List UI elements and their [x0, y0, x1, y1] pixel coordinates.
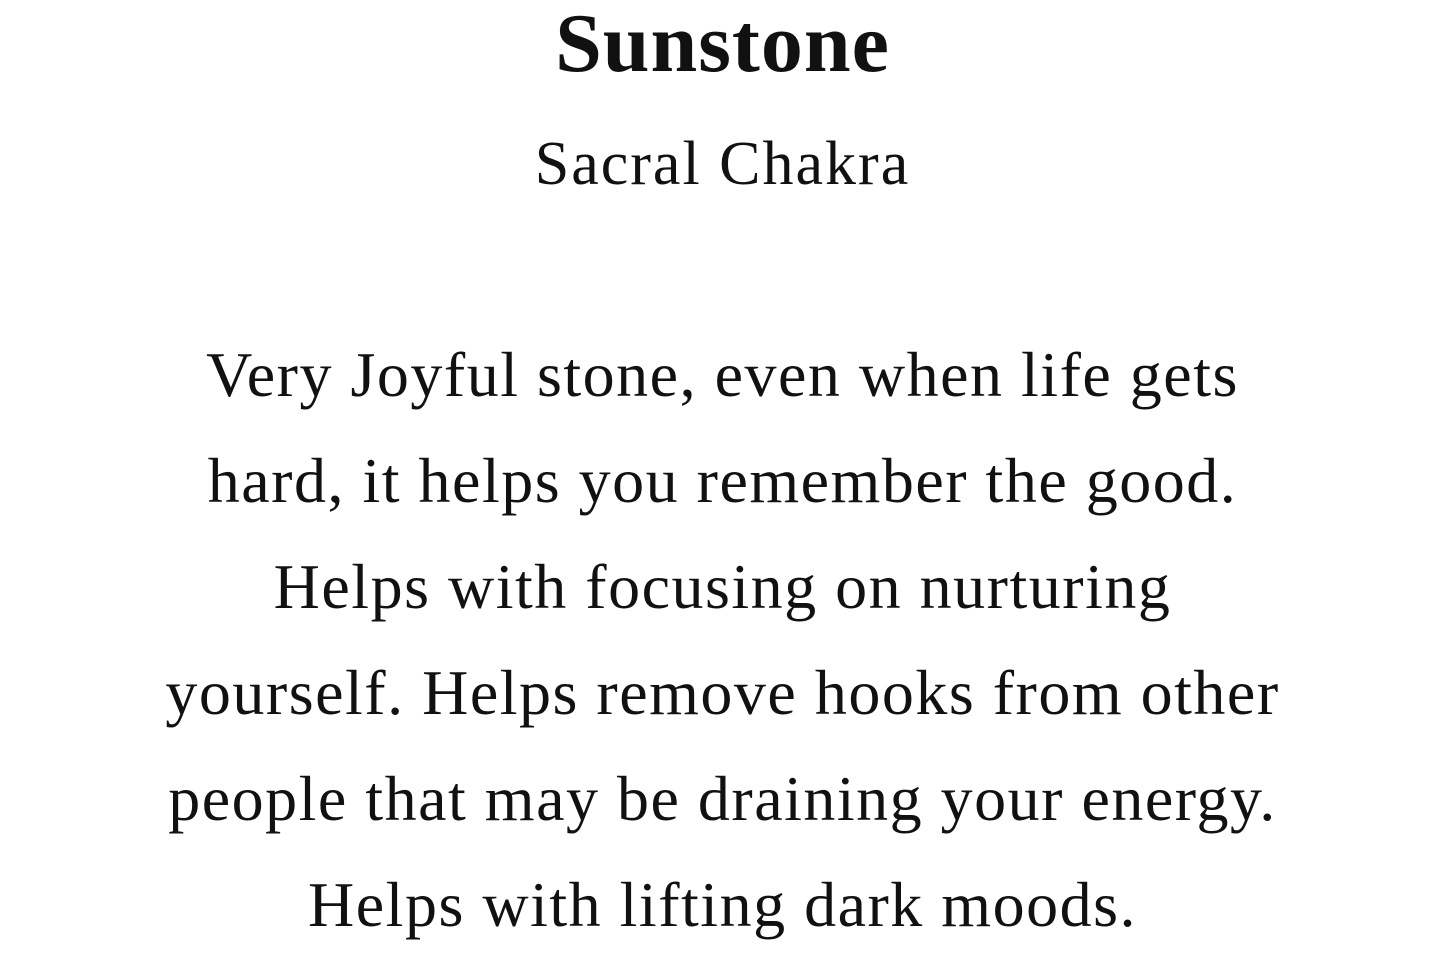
description-line: yourself. Helps remove hooks from other	[165, 657, 1280, 728]
description-line: Helps with focusing on nurturing	[273, 551, 1172, 622]
description-line: Very Joyful stone, even when life gets	[206, 339, 1239, 410]
stone-description	[0, 322, 1445, 958]
description-line: people that may be draining your energy.	[168, 763, 1277, 834]
stone-title: Sunstone	[555, 0, 890, 90]
description-line: Helps with lifting dark moods.	[308, 869, 1137, 940]
chakra-subtitle: Sacral Chakra	[534, 130, 911, 198]
description-line: hard, it helps you remember the good.	[207, 445, 1238, 516]
